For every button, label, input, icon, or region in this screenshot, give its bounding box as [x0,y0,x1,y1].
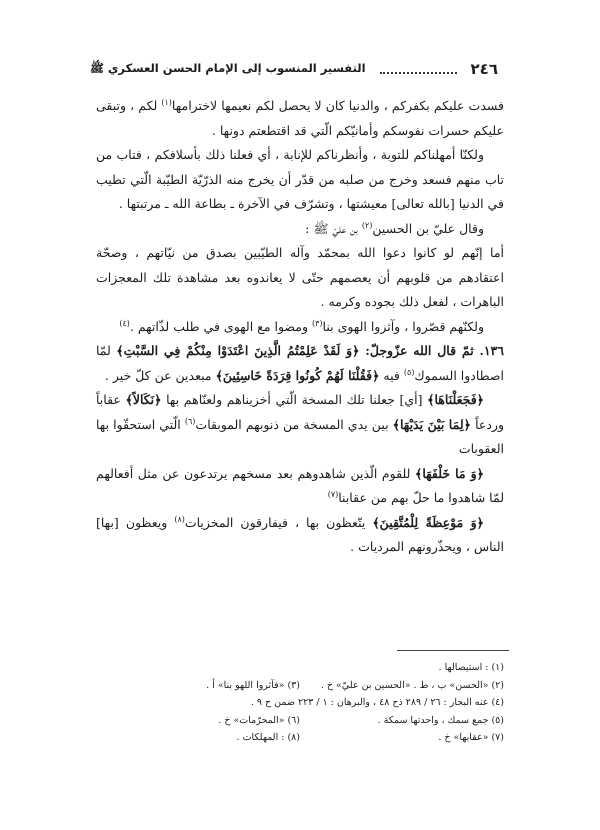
footnote-3: (٣) «فآثروا اللهو بنا» أ . [206,679,300,691]
quran-verse: ﴿وَ مَوْعِظَةً لِلْمُتَّقِينَ﴾ [372,514,484,530]
footnote-row [96,712,504,730]
footnote-ref[interactable]: (٦) [184,416,196,426]
text-span: الّتي استحقّوا بها العقوبات [96,416,504,456]
footnote-8: (٨) : المهلكات . [236,732,300,743]
paragraph [96,315,504,340]
footnote-5: (٥) جمع سمك ، واحدتها سمكة . [377,714,504,726]
text-span: ولكنّهم قصّروا ، وآثروا الهوى بنا [322,318,484,334]
text-span: [أي] جعلنا تلك المسخة الّتي أخزيناهم ولعنّاهم بها [161,392,428,407]
footnote-ref[interactable]: (٨) [174,514,185,524]
footnote-2: (٢) «الحسن» ب ، ط . «الحسين بن عليّ» خ . [320,679,504,691]
page-number: ٢٤٦ [470,60,498,78]
text-span: ويعظون [بها] الناس ، ويحذّرونهم المرديات . [96,514,504,554]
body-text [96,94,504,560]
verse-number: ١٣٦. ثمّ قال الله عزّوجلّ: [365,343,504,358]
running-title: التفسير المنسوب إلى الإمام الحسن العسكري ﷺ [90,60,366,75]
page-header [90,56,498,82]
footnote-row [96,729,504,747]
footnote-row [96,677,504,695]
text-span: بين يدي المسخة من ذنوبهم الموبقات [195,416,393,432]
paragraph [96,462,504,511]
text-span: لمّا اصطادوا السموك [96,343,504,383]
paragraph [96,217,504,242]
quran-verse: ﴿فَجَعَلْنَاهَا﴾ [427,392,484,407]
text-span: فيه [379,367,404,383]
footnote-row [96,659,504,677]
quran-verse: ﴿وَ مَا خَلْفَهَا﴾ [415,465,484,481]
header-dotted-line [380,64,457,74]
text-span: ومضوا مع الهوى في طلب لذّاتهم . [129,318,312,334]
footnote-1: (١) : استيصالها . [438,662,504,673]
footnotes [96,659,504,747]
text-span: بن عليّ ﷺ : [305,220,362,236]
text-span: وقال عليّ بن الحسين [372,220,484,236]
paragraph [96,388,504,462]
footnote-separator [397,650,509,651]
paragraph: ولكنّا أمهلناكم للتوبة ، وأنظرناكم للإنابة ، أي فعلنا ذلك بأسلافكم ، فتاب من تاب منهم فسعد وخرج من صلبه من قدّر أن يخرج منه الذرّيّة الطيّبة الّتي تطيب في الدنيا [بالله تعالى] معيشتها ، وتشرّف في الآخرة ـ بطاعة الله ـ مرتبتها . [96,147,504,211]
footnote-4: (٤) عنه البحار : ٢٦ / ٢٨٩ ذح ٤٨ ، والبرهان : ١ / ٢٢٣ ضمن ح ٩ . [250,697,504,708]
footnote-row [96,694,504,712]
quran-verse: ﴿نَكَالاً﴾ [125,392,162,407]
footnote-ref[interactable]: (١) [161,97,172,107]
text-span: للقوم الّذين شاهدوهم بعد مسخهم يرتدعون عن مثل أفعالهم لمّا شاهدوا ما حلّ بهم من عقابنا [96,465,504,505]
footnote-ref[interactable]: (٧) [327,489,339,499]
footnote-ref[interactable]: (٣) [311,318,323,328]
text-span: مبعدين عن كلّ خير . [104,367,216,383]
text-span: لكم ، وتبقى عليكم حسرات نفوسكم وأمانيّكم الّتي قد اقتطعتم دونها . [96,98,504,138]
paragraph [96,94,504,143]
text-span: يتّعظون بها ، فيفارقون المخزيات [184,514,373,530]
paragraph [96,339,504,388]
quran-verse: ﴿وَ لَقَدْ عَلِمْتُمُ الَّذِينَ اعْتَدَوْا مِنْكُمْ فِي السَّبْتِ﴾ [116,343,366,358]
text-span: فسدت عليكم بكفركم ، والدنيا كان لا يحصل لكم نعيمها لاخترامها [171,98,505,113]
quran-verse: ﴿لِمَا بَيْنَ يَدَيْهَا﴾ [392,416,471,432]
paragraph [96,511,504,560]
text-span: عقاباً وردعاً [96,392,504,432]
footnote-ref[interactable]: (٤) [119,318,130,328]
paragraph: أما إنّهم لو كانوا دعوا الله بمحمّد وآله الطيّبين بصدق من نيّاتهم ، وصحّة اعتقادهم من قلوبهم أن يعصمهم حتّى لا يعاندوه بعد مشاهدة تلك المعجزات الباهرات ، لفعل ذلك بجوده وكرمه . [96,245,504,309]
footnote-ref[interactable]: (٢) [361,220,373,230]
footnote-6: (٦) «المحرّمات» خ . [218,714,300,726]
footnote-ref[interactable]: (٥) [403,367,415,377]
quran-verse: ﴿فَقُلْنَا لَهُمْ كُونُوا قِرَدَةً خَاسِئِينَ﴾ [215,367,380,383]
footnote-7: (٧) «عقابها» خ . [438,732,504,743]
